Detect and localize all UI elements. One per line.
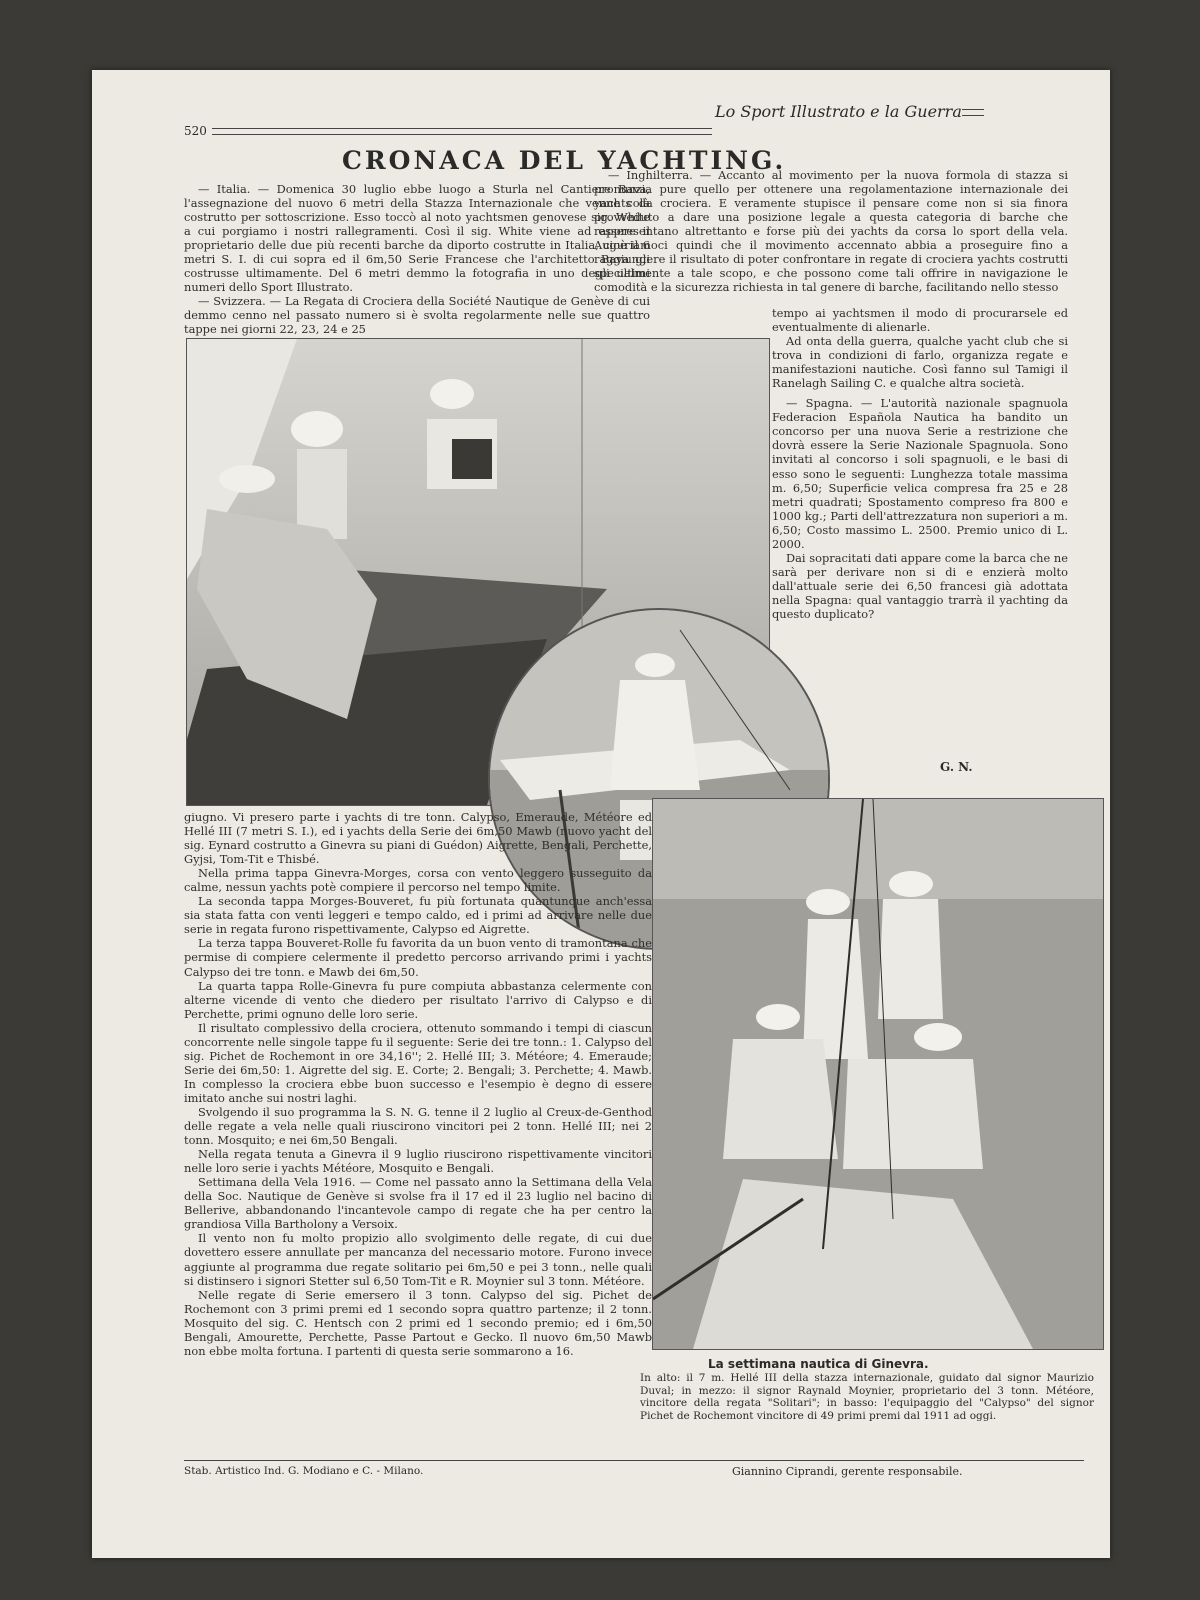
paragraph: tempo ai yachtsmen il modo di procurarsele ed eventualmente di alienarle.: [772, 306, 1068, 335]
photo-caption-title: La settimana nautica di Ginevra.: [708, 1357, 929, 1371]
header-rule-right: [962, 109, 984, 116]
page-number: 520: [184, 124, 207, 138]
responsible-manager: Giannino Ciprandi, gerente responsabile.: [732, 1465, 963, 1478]
paragraph: Settimana della Vela 1916. — Come nel passato anno la Settimana della Vela della Soc. Nautique de Genève si svolse fra il 17 ed il 23 luglio nel bacino di Bellerive, abbandonando l'incantevole campo di regate che ha per centro la grandiosa Villa Bartholony a Versoix.: [184, 1175, 652, 1232]
article-title: CRONACA DEL YACHTING.: [342, 146, 787, 175]
paragraph: La terza tappa Bouveret-Rolle fu favorita da un buon vento di tramontana che permise di compiere celermente il predetto percorso arrivando primi i yachts Calypso dei tre tonn. e Mawb dei 6m,50.: [184, 936, 652, 979]
paragraph: Dai sopracitati dati appare come la barca che ne sarà per derivare non si di e enzierà molto dall'attuale serie dei 6,50 francesi già adottata nella Spagna: qual vantaggio trarrà il yachting da questo duplicato?: [772, 550, 1068, 621]
paragraph: — Svizzera. — La Regata di Crociera della Société Nautique de Genève di cui demmo cenno nel passato numero si è svolta regolarmente nelle sue quattro tappe nei giorni 22, 23, 24 e 25: [184, 294, 650, 337]
header-rule: [212, 128, 712, 135]
paragraph: — Italia. — Domenica 30 luglio ebbe luogo a Sturla nel Cantiere Bava, l'assegnazione del nuovo 6 metri della Stazza Internazionale che venne colà costrutto per sottoscrizione. Esso toccò al noto yachtsmen genovese sig. White a cui porgiamo i nostri rallegramenti. Così il sig. White viene ad essere il proprietario delle due più recenti barche da diporto costrutte in Italia, cioè il 6 metri S. I. di cui sopra ed il 6m,50 Serie Francese che l'architetto Bava gli costrusse ultimamente. Del 6 metri demmo la fotografia in uno degli ultimi numeri dello Sport Illustrato.: [184, 182, 650, 295]
top-left-column: [184, 182, 650, 337]
printer-credit: Stab. Artistico Ind. G. Modiano e C. - Milano.: [184, 1465, 424, 1477]
photo-calypso-crew: [652, 798, 1104, 1350]
footer-rule: [184, 1460, 1084, 1461]
paragraph: La quarta tappa Rolle-Ginevra fu pure compiuta abbastanza celermente con alterne vicende di vento che diedero per risultato l'arrivo di Calypso e di Perchette, primi ognuno delle loro serie.: [184, 978, 652, 1021]
paragraph: La seconda tappa Morges-Bouveret, fu più fortunata quantunque anch'essa sia stata fatta con venti leggeri e tempo caldo, ed i primi ad arrivare nelle due serie in regata furono rispettivamente, Calypso ed Aigrette.: [184, 894, 652, 937]
paragraph: Svolgendo il suo programma la S. N. G. tenne il 2 luglio al Creux-de-Genthod delle regate a vela nelle quali riuscirono vincitori pei 2 tonn. Hellé III; nei 2 tonn. Mosquito; e nei 6m,50 Bengali.: [184, 1104, 652, 1148]
paragraph: — Spagna. — L'autorità nazionale spagnuola Federacion Española Nautica ha bandito un concorso per una nuova Serie a restrizione che dovrà essere la Serie Nazionale Spagnuola. Sono invitati al concorso i soli spagnuoli, e le basi di esso sono le seguenti: Lunghezza totale massima m. 6,50; Superficie velica compresa fra 25 e 28 metri quadrati; Spostamento compreso fra 800 e 1000 kg.; Parti dell'attrezzatura non superiori a m. 6,50; Costo massimo L. 2500. Premio unico di L. 2000.: [772, 396, 1068, 551]
paragraph: Il risultato complessivo della crociera, ottenuto sommando i tempi di ciascun concorrente nelle singole tappe fu il seguente: Serie dei tre tonn.: 1. Calypso del sig. Pichet de Rochemont in ore 34,16''; 2. Hellé III; 3. Météore; 4. Emeraude; Serie dei 6m,50: 1. Aigrette del sig. E. Corte; 2. Bengali; 3. Perchette; 4. Mawb. In complesso la crociera ebbe buon successo e l'esempio è degno di essere imitato anche sui nostri laghi.: [184, 1020, 652, 1105]
paragraph: Nelle regate di Serie emersero il 3 tonn. Calypso del sig. Pichet de Rochemont con 3 primi premi ed 1 secondo sopra quattro partenze; il 2 tonn. Mosquito del sig. C. Hentsch con 2 primi ed 1 secondo premio; ed i 6m,50 Bengali, Amourette, Perchette, Passe Partout e Gecko. Il nuovo 6m,50 Mawb non ebbe molta fortuna. I partenti di questa serie sommarono a 16.: [184, 1287, 652, 1358]
top-right-column: [594, 168, 1068, 294]
right-column: [772, 306, 1068, 621]
author-signature: G. N.: [940, 760, 973, 774]
photo-calypso-crew-image: [653, 799, 1103, 1349]
paragraph: Nella regata tenuta a Ginevra il 9 luglio riuscirono rispettivamente vincitori nelle loro serie i yachts Météore, Mosquito e Bengali.: [184, 1147, 652, 1176]
publication-title: Lo Sport Illustrato e la Guerra: [715, 102, 962, 121]
paragraph: — Inghilterra. — Accanto al movimento per la nuova formola di stazza si pronunzia pure quello per ottenere una regolamentazione internazionale dei yachts da crociera. E veramente stupisce il pensare come non si sia finora provveduto a dare una posizione legale a questa categoria di barche che rappresentano altrettanto e forse più dei yachts da corsa lo sport della vela. Auguriamoci quindi che il movimento accennato abbia a proseguire fino a raggiungere il risultato di poter confrontare in regate di crociera yachts costrutti specialmente a tale scopo, e che possono come tali offrire in navigazione le comodità e la sicurezza richiesta in tal genere di barche, facilitando nello stesso: [594, 168, 1068, 295]
photo-caption-body: In alto: il 7 m. Hellé III della stazza internazionale, guidato dal signor Maurizio Duval; in mezzo: il signor Raynald Moynier, proprietario del 3 tonn. Météore, vincitore della regata "Solitari"; in basso: l'equipaggio del "Calypso" del signor Pichet de Rochemont vincitore di 49 primi premi dal 1911 ad oggi.: [640, 1372, 1094, 1422]
paragraph: Nella prima tappa Ginevra-Morges, corsa con vento leggero susseguito da calme, nessun yachts potè compiere il percorso nel tempo limite.: [184, 866, 652, 895]
magazine-page: [92, 70, 1110, 1558]
paragraph: giugno. Vi presero parte i yachts di tre tonn. Calypso, Emeraude, Météore ed Hellé III (7 metri S. I.), ed i yachts della Serie dei 6m,50 Mawb (nuovo yacht del sig. Eynard costrutto a Ginevra su piani di Guédon) Aigrette, Bengali, Perchette, Gyjsi, Tom-Tit e Thisbé.: [184, 810, 652, 867]
paragraph: Ad onta della guerra, qualche yacht club che si trova in condizioni di farlo, organizza regate e manifestazioni nautiche. Così fanno sul Tamigi il Ranelagh Sailing C. e qualche altra società.: [772, 334, 1068, 391]
bottom-left-column: [184, 810, 652, 1358]
paragraph: Il vento non fu molto propizio allo svolgimento delle regate, di cui due dovettero essere annullate per mancanza del necessario motore. Furono invece aggiunte al programma due regate solitario pei 6m,50 e pei 3 tonn., nelle quali si distinsero i signori Stetter sul 6,50 Tom-Tit e R. Moynier sul 3 tonn. Météore.: [184, 1231, 652, 1288]
